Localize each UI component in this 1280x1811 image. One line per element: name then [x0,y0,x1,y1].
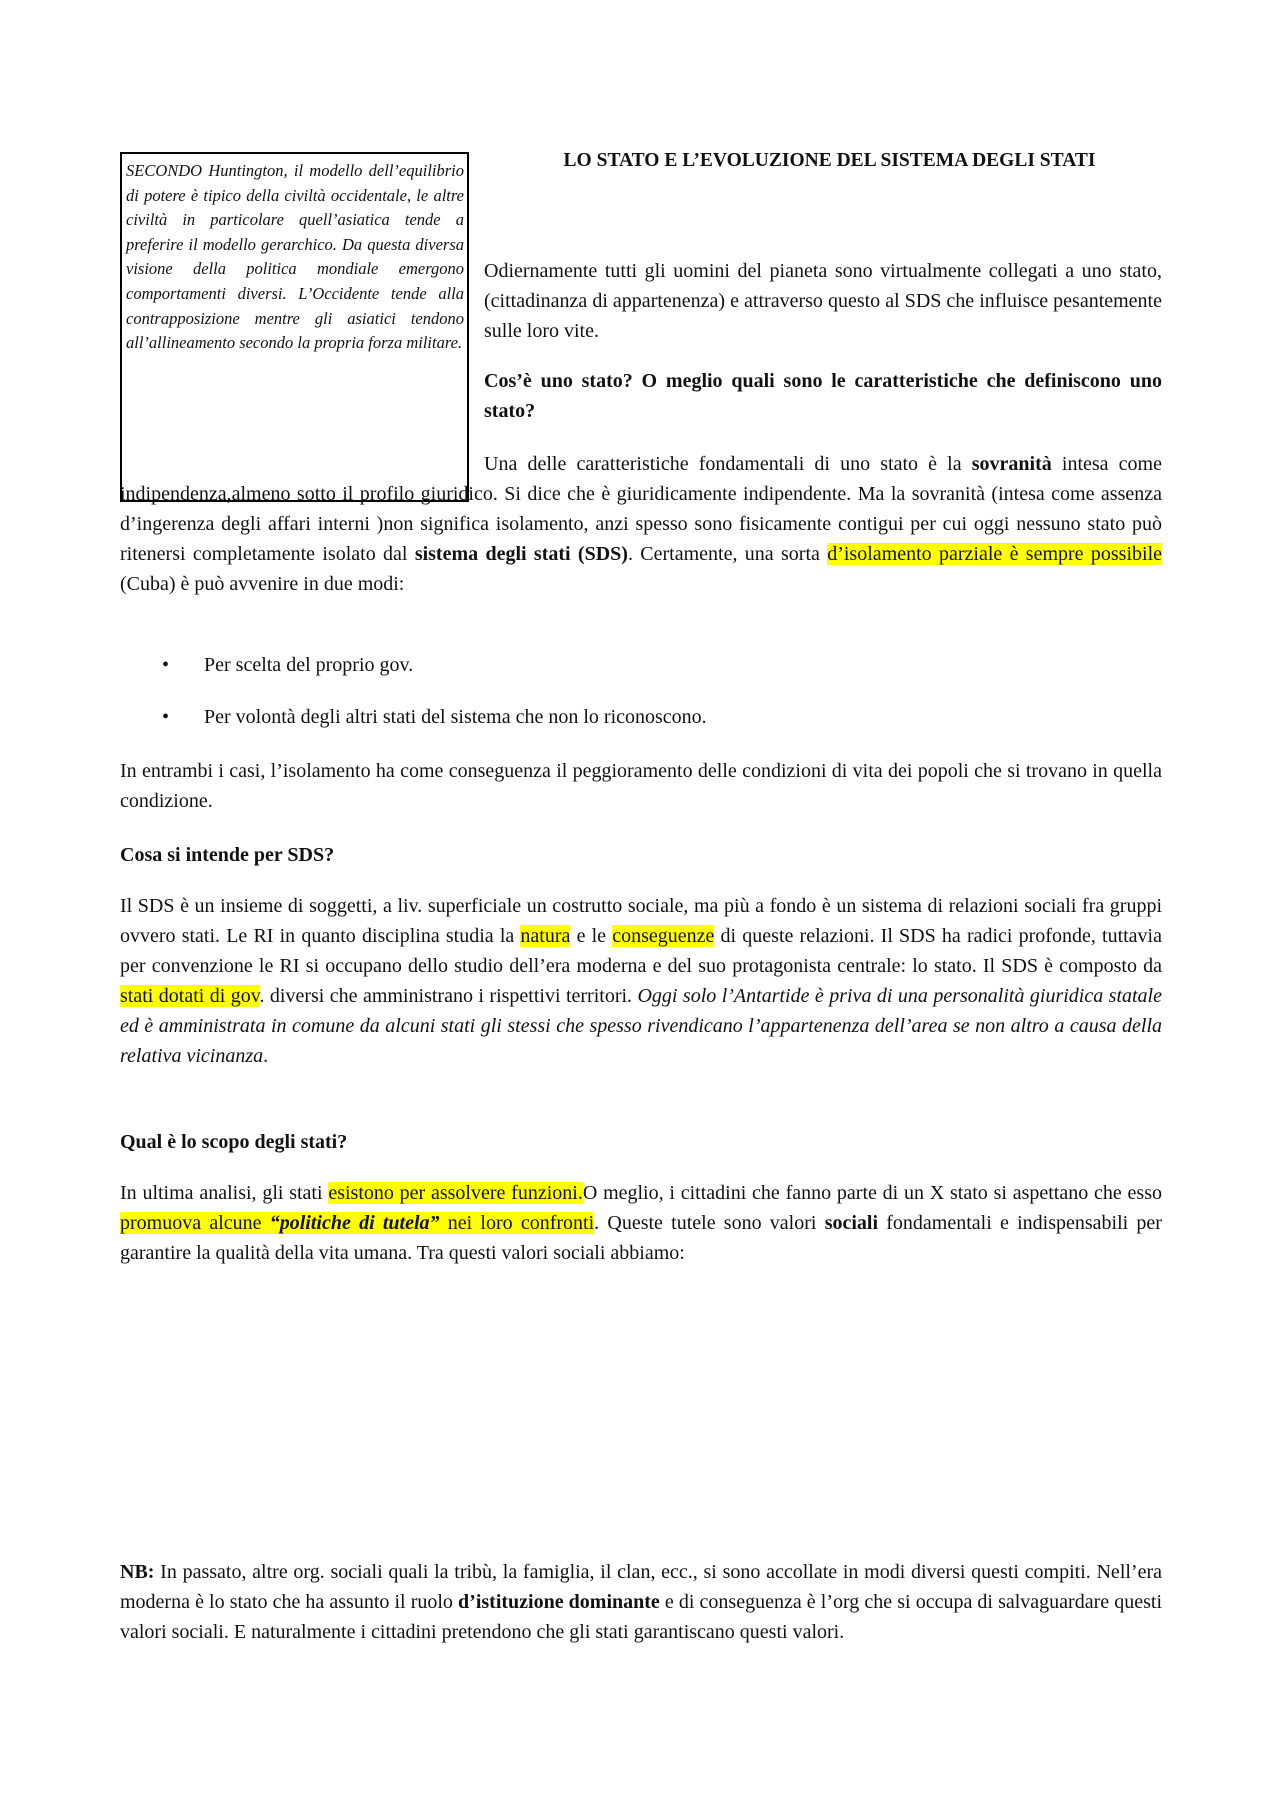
page-title: LO STATO E L’EVOLUZIONE DEL SISTEMA DEGLI STATI [563,150,1096,171]
paragraph-purpose: In ultima analisi, gli stati esistono per assolvere funzioni.O meglio, i cittadini che fanno parte di un X stato si aspettano che esso promuova alcune “politiche di tutela” nei loro confronti. Queste tutele sono valori sociali fondamentali e indispensabili per garantire la qualità della vita umana. Tra questi valori sociali abbiamo: [120,1182,1162,1264]
isolation-modes-list [120,650,1162,754]
highlight-politiche: promuova alcune “politiche di tutela” nei loro confronti [120,1212,595,1234]
highlight-isolamento: d’isolamento parziale è sempre possibile [827,543,1163,565]
sidebox-text: SECONDO Huntington, il modello dell’equilibrio di potere è tipico della civiltà occidentale, le altre civiltà in particolare quell’asiatica tende a preferire il modello gerarchico. Da questa diversa visione della politica mondiale emergono comportamenti diversi. L’Occidente tende alla contrapposizione mentre gli asiatici tendono all’allineamento secondo la propria forza militare. [126,161,464,353]
question-what-is-state: Cos’è uno stato? O meglio quali sono le caratteristiche che definiscono uno stato? [484,370,1162,422]
paragraph-sds: Il SDS è un insieme di soggetti, a liv. superficiale un costrutto sociale, ma più a fondo è un sistema di relazioni sociali fra gruppi ovvero stati. Le RI in quanto disciplina studia la natura e le conseguenze di queste relazioni. Il SDS ha radici profonde, tuttavia per convenzione le RI si occupano dello studio dell’era moderna e del suo protagonista centrale: lo stato. Il SDS è composto da stati dotati di gov. diversi che amministrano i rispettivi territori. Oggi solo l’Antartide è priva di una personalità giuridica statale ed è amministrata in comune da alcuni stati gli stessi che spesso rivendicano l’appartenenza dell’area se non altro a causa della relativa vicinanza. [120,895,1162,1067]
question-sds: Cosa si intende per SDS? [120,844,335,866]
list-item: • Per scelta del proprio gov. [162,654,414,676]
paragraph-sovereignty: Una delle caratteristiche fondamentali di uno stato è la sovranità intesa come indipendenza,almeno sotto il profilo giuridico. Si dice che è giuridicamente indipendente. Ma la sovranità (intesa come assenza d’ingerenza degli affari interni )non significa isolamento, anzi spesso sono fisicamente contigui per cui oggi nessuno stato può ritenersi completamente isolato dal sistema degli stati (SDS). Certamente, una sorta d’isolamento parziale è sempre possibile (Cuba) è può avvenire in due modi: [120,453,1163,595]
paragraph-nb: NB: In passato, altre org. sociali quali la tribù, la famiglia, il clan, ecc., si sono accollate in modi diversi questi compiti. Nell’era moderna è lo stato che ha assunto il ruolo d’istituzione dominante e di conseguenza è l’org che si occupa di salvaguardare questi valori sociali. E naturalmente i cittadini pretendono che gli stati garantiscano questi valori. [120,1561,1162,1643]
highlight-funzioni: esistono per assolvere funzioni. [328,1182,583,1204]
paragraph-intro: Odiernamente tutti gli uomini del pianeta sono virtualmente collegati a uno stato, (cittadinanza di appartenenza) e attraverso questo al SDS che influisce pesantemente sulle loro vite. [484,260,1162,342]
highlight-natura: natura [520,925,571,947]
list-item: • Per volontà degli altri stati del sistema che non lo riconoscono. [162,706,707,728]
question-purpose: Qual è lo scopo degli stati? [120,1131,348,1153]
paragraph-isolation-consequence: In entrambi i casi, l’isolamento ha come conseguenza il peggioramento delle condizioni di vita dei popoli che si trovano in quella condizione. [120,760,1162,812]
highlight-conseguenze: conseguenze [612,925,715,947]
highlight-stati-dotati: stati dotati di gov [120,985,260,1007]
